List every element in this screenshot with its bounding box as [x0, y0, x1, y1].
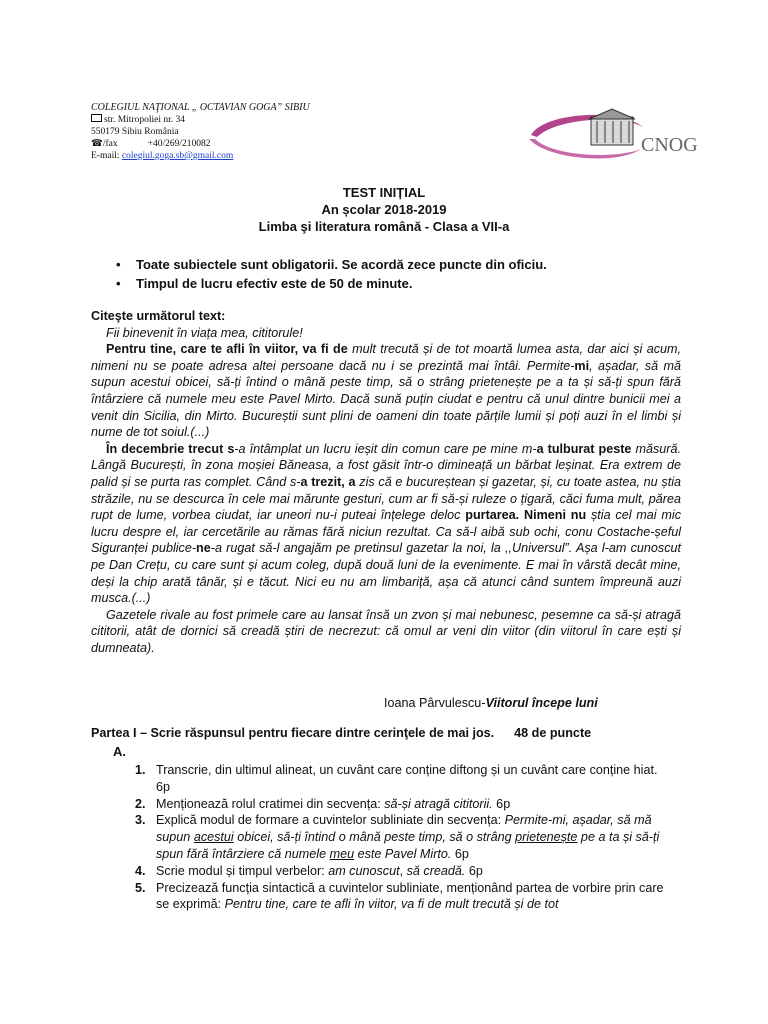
- passage-text: măsură. Lângă București, în zona moșiei Băneasa, a fost găsit într-o dimineață un bărbat leșinat. Era extrem de palid și se purta ras complet. Când s-: [91, 441, 681, 489]
- phone-label: /fax: [102, 139, 118, 149]
- section-a-label: A.: [113, 744, 126, 759]
- part1-points: 48 de puncte: [514, 726, 592, 740]
- envelope-icon: [91, 114, 102, 122]
- street-text: str. Mitropoliei nr. 34: [104, 115, 186, 125]
- rules-list: [116, 255, 547, 293]
- task-text: Menționează rolul cratimei din secvența:: [156, 796, 385, 811]
- passage-paragraph-1: Fii binevenit în viața mea, cititorule!: [106, 325, 303, 340]
- task-item-1: [135, 762, 665, 796]
- passage-text: mult trecută și de tot moartă lumea asta, dar aici și acum, nimeni nu se poate adresa altei persoane dacă nu i se prezintă mai întâi. Permite-: [91, 342, 681, 373]
- task-number: 5.: [135, 880, 146, 895]
- school-header: [91, 102, 310, 162]
- read-heading: Citeşte următorul text:: [91, 309, 226, 323]
- task-number: 4.: [135, 863, 146, 878]
- email-label: E-mail:: [91, 151, 120, 161]
- passage-bold: ne: [196, 541, 211, 556]
- passage-bold: purtarea. Nimeni nu: [465, 508, 587, 523]
- task-text: Explică modul de formare a cuvintelor subliniate din secvența:: [156, 813, 505, 828]
- phone-line: [91, 138, 310, 150]
- task-points: 6p: [451, 846, 469, 861]
- address-city: 550179 Sibiu România: [91, 127, 179, 137]
- task-text: Precizează funcția sintactică a cuvintelor subliniate, menționând partea de vorbire prin care se exprimă:: [156, 880, 664, 912]
- task-text: Scrie modul și timpul verbelor:: [156, 863, 329, 878]
- task-number: 1.: [135, 763, 146, 777]
- task-quote: pe a ta și să-ți spun fără întârziere că numele: [156, 830, 660, 861]
- task-quote: am cunoscut: [328, 863, 400, 878]
- task-underlined-word: acestui: [193, 830, 234, 845]
- part1-title: [91, 726, 591, 740]
- task-text: , din ultimul alineat, un cuvânt care conține diftong și un cuvânt care conține hiat. 6p: [156, 763, 658, 794]
- task-underlined-word: prietenește: [515, 830, 578, 845]
- passage: [91, 325, 681, 657]
- book-title: Viitorul începe luni: [485, 696, 598, 710]
- phone-icon: ☎: [91, 139, 103, 149]
- task-number: 2.: [135, 796, 146, 811]
- passage-paragraph-4: Gazetele rivale au fost primele care au lansat însă un zvon și mai nebunesc, pesemne ca să-și atragă cititorii, atât de dornici să creadă știri de necrezut: că omul ar veni din viitor (din viitorul în care ești și dumneata).: [91, 607, 681, 655]
- school-logo: [523, 105, 698, 175]
- task-list: [135, 762, 665, 913]
- passage-bold: a tulburat peste: [536, 441, 632, 456]
- part1-instruction: Partea I – Scrie răspunsul pentru fiecare dintre cerinţele de mai jos.: [91, 726, 495, 740]
- passage-bold: mi: [574, 358, 590, 373]
- task-item-3: [135, 812, 665, 862]
- task-quote: obicei, să-ți întind o mână peste timp, să o strâng: [233, 830, 516, 845]
- test-title: [0, 184, 768, 235]
- task-verb: Transcrie: [156, 763, 209, 777]
- task-quote: să creadă.: [406, 863, 466, 878]
- passage-bold: a trezit, a: [300, 474, 356, 489]
- passage-bold: În decembrie trecut s: [106, 441, 235, 456]
- address-street: [91, 114, 310, 126]
- reading-section: [91, 308, 681, 656]
- task-number: 3.: [135, 813, 146, 828]
- passage-paragraph-2: [91, 341, 681, 441]
- passage-text: , așadar, să mă supun acestui obicei, să-ți întind o mână peste timp, să o strâng prietenește pe a ta și să-ți spun fără întârziere că numele meu este Pavel Mirto. Dacă sună puțin ciudat e pentru că unul dintre bunicii mei a venit din Sicilia, din Mirto. Bucureștii sunt plini de oameni din toate părțile lumii și poți auzi în el limbi și nume de tot soiul.(...): [91, 358, 681, 440]
- task-quote: să-și atragă cititorii.: [384, 796, 493, 811]
- passage-paragraph-3: [91, 441, 681, 607]
- author-name: Ioana Pârvulescu-: [384, 696, 486, 710]
- logo-text: CNOG: [641, 134, 698, 156]
- title-line-1: TEST INIȚIAL: [342, 185, 426, 200]
- task-underlined-word: meu: [329, 846, 355, 861]
- passage-text: -a întâmplat un lucru ieșit din comun care pe mine m-: [234, 441, 537, 456]
- title-line-3: Limba şi literatura română - Clasa a VII-a: [258, 219, 510, 234]
- task-item-2: [135, 796, 665, 813]
- task-points: 6p: [492, 796, 511, 811]
- task-quote: Permite-mi, așadar, să mă supun: [156, 813, 652, 845]
- rule-item: • Toate subiectele sunt obligatorii. Se acordă zece puncte din oficiu.: [116, 255, 547, 274]
- rule-item: • Timpul de lucru efectiv este de 50 de minute.: [116, 274, 547, 293]
- task-separator: ,: [399, 863, 407, 878]
- passage-text: -a rugat să-l angajăm pe pretinsul gazetar la noi, la ,,Universul”. Așa l-am cunoscut pe Dan Crețu, cu care sunt și acum coleg, după două luni de la evenimente. E mai în vârstă decât mine, deși la chip arată tânăr, și e tăcut. Nici eu nu am limbariță, așa că atunci când suntem împreună auzi musca.(...): [91, 541, 682, 606]
- task-points: 6p: [465, 863, 483, 878]
- author-credit: [384, 696, 598, 710]
- task-item-5: [135, 880, 665, 914]
- task-quote: este Pavel Mirto.: [354, 846, 452, 861]
- task-quote: Pentru tine, care te afli în viitor, va fi de mult trecută și de tot: [224, 897, 559, 912]
- passage-text: zis că e bucureștean și gazetar, și, cu toate astea, nu știa străzile, nu se descurca în cele mai mărunte gesturi, cum ar fi să-și ruleze o țigară, căci fuma mult, părea rupt de lume, vorbea ciudat, iar uneori nu-i puteai înțelege deloc: [91, 474, 681, 523]
- logo-building-icon: [589, 109, 635, 145]
- email-link[interactable]: colegiul.goga.sb@gmail.com: [121, 151, 234, 161]
- phone-number: +40/269/210082: [147, 139, 211, 149]
- school-name: COLEGIUL NAŢIONAL „ OCTAVIAN GOGA” SIBIU: [91, 102, 310, 113]
- passage-text: știa cel mai mic lucru despre el, iar cercetările au rămas fără niciun rezultat. Ca să-l aibă sub ochi, conu Costache-șeful Siguranței publice-: [91, 508, 681, 556]
- email-line: [91, 150, 310, 162]
- task-item-4: [135, 863, 665, 880]
- title-line-2: An școlar 2018-2019: [321, 202, 447, 217]
- passage-bold: Pentru tine, care te afli în viitor, va fi de: [106, 342, 348, 357]
